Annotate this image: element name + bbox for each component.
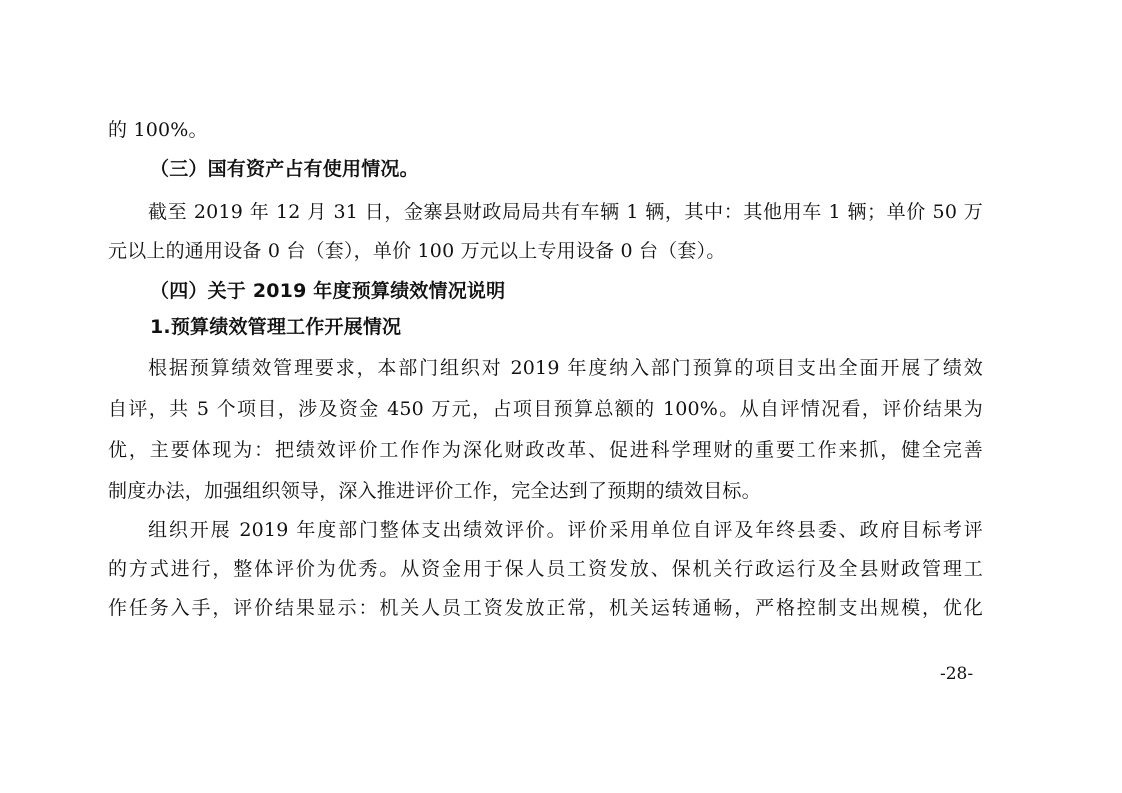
text-line-assets-2: 元以上的通用设备 0 台（套），单价 100 万元以上专用设备 0 台（套）。 xyxy=(108,240,726,262)
section-heading-performance: （四）关于 2019 年度预算绩效情况说明 xyxy=(150,280,506,302)
text-line-continuation: 的 100%。 xyxy=(108,119,208,141)
text-line-paragraph2-3: 作任务入手，评价结果显示：机关人员工资发放正常，机关运转通畅，严格控制支出规模，优化 xyxy=(108,597,983,619)
page-number: -28- xyxy=(940,664,974,684)
section-heading-state-assets: （三）国有资产占有使用情况。 xyxy=(150,158,419,180)
subsection-heading-performance-management: 1.预算绩效管理工作开展情况 xyxy=(150,316,402,338)
text-line-assets-1: 截至 2019 年 12 月 31 日，金寨县财政局局共有车辆 1 辆，其中：其他用车 1 辆；单价 50 万 xyxy=(148,201,983,223)
text-line-paragraph1-4: 制度办法，加强组织领导，深入推进评价工作，完全达到了预期的绩效目标。 xyxy=(108,480,761,502)
text-line-paragraph1-1: 根据预算绩效管理要求，本部门组织对 2019 年度纳入部门预算的项目支出全面开展了绩效 xyxy=(148,357,983,379)
text-line-paragraph2-1: 组织开展 2019 年度部门整体支出绩效评价。评价采用单位自评及年终县委、政府目标考评 xyxy=(148,519,983,541)
text-line-paragraph1-3: 优，主要体现为：把绩效评价工作作为深化财政改革、促进科学理财的重要工作来抓，健全完善 xyxy=(108,439,983,461)
text-line-paragraph1-2: 自评，共 5 个项目，涉及资金 450 万元，占项目预算总额的 100%。从自评情况看，评价结果为 xyxy=(108,398,983,420)
text-line-paragraph2-2: 的方式进行，整体评价为优秀。从资金用于保人员工资发放、保机关行政运行及全县财政管理工 xyxy=(108,558,983,580)
